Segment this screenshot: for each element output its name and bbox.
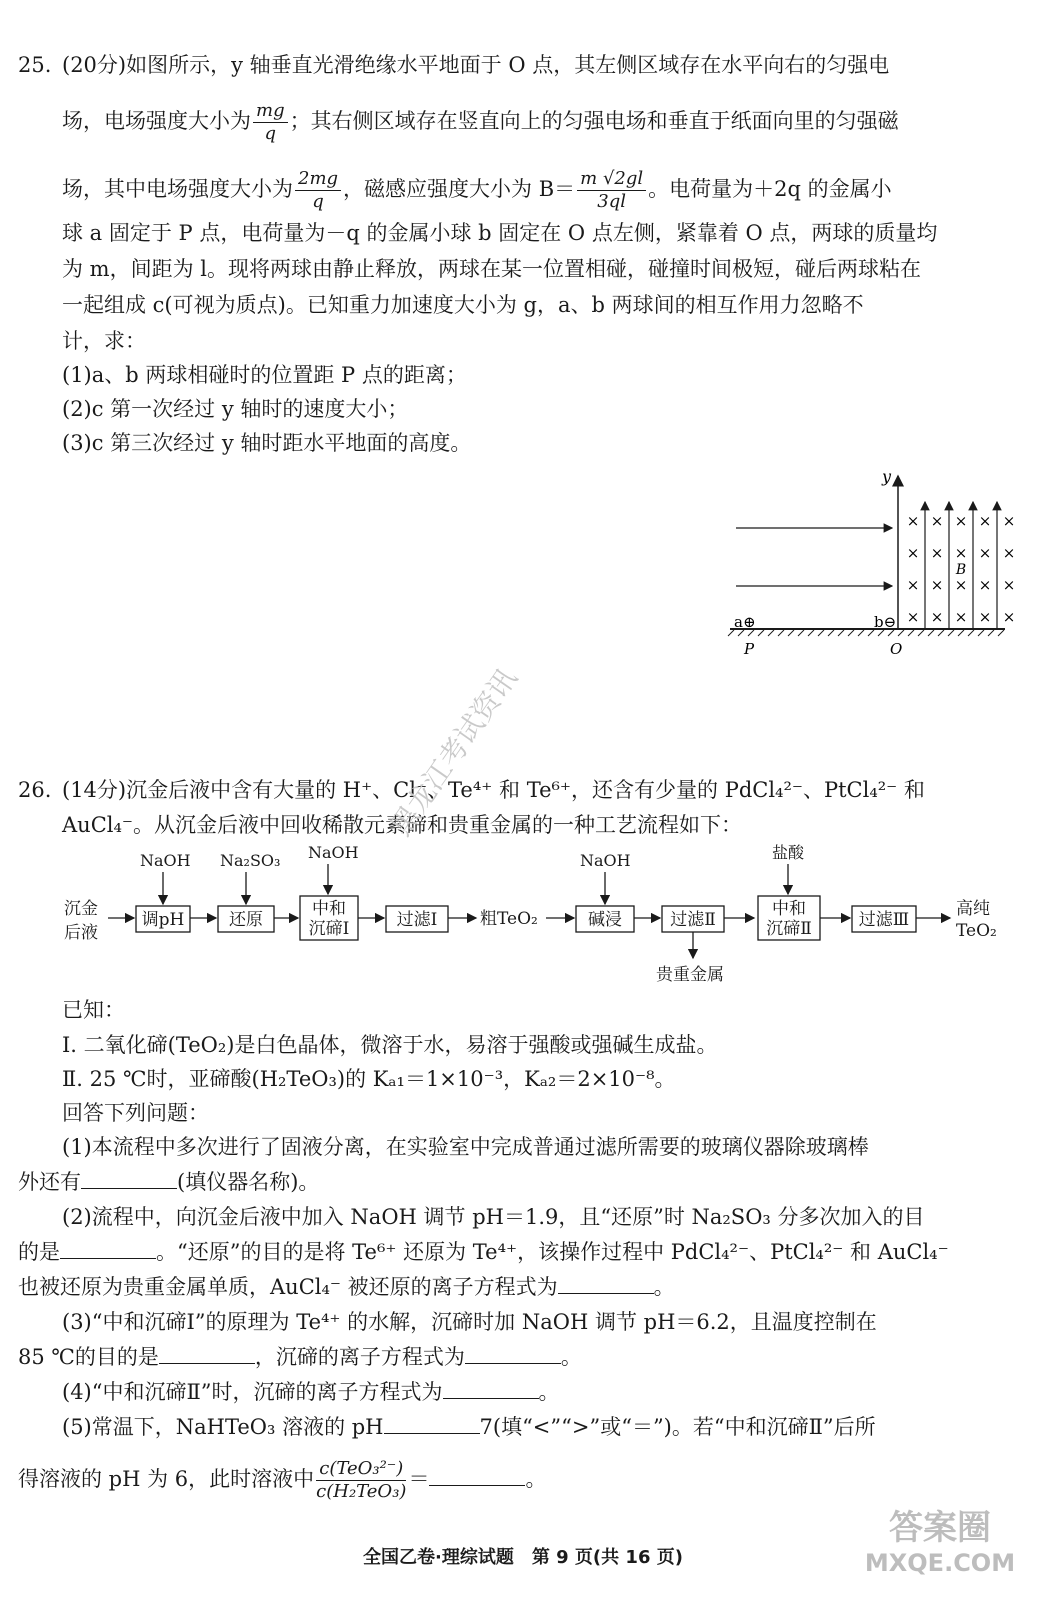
q26-part2-line2: 的是 。“还原”的目的是将 Te⁶⁺ 还原为 Te⁴⁺，该操作过程中 PdCl₄²⁻、PtCl₄²⁻ 和 AuCl₄⁻ — [18, 1240, 949, 1264]
reagent-naoh-2: NaOH — [308, 843, 359, 862]
answer-blank-5[interactable] — [465, 1343, 561, 1364]
flow-box7-line1: 中和 — [772, 899, 806, 919]
q26-known-2: Ⅱ. 25 ℃时，亚碲酸(H₂TeO₃)的 Kₐ₁＝1×10⁻³，Kₐ₂＝2×10⁻⁸。 — [62, 1067, 676, 1091]
flow-crude-teo2: 粗TeO₂ — [480, 909, 538, 929]
flow-precious-metals: 贵重金属 — [656, 965, 724, 985]
answer-blank-7[interactable] — [384, 1413, 480, 1434]
q26-part5-line1: (5)常温下，NaHTeO₃ 溶液的 pH 7(填“<”“>”或“＝”)。若“中和沉碲Ⅱ”后所 — [62, 1415, 876, 1439]
page-footer: 全国乙卷·理综试题 第 9 页(共 16 页) — [363, 1547, 683, 1568]
flow-box1-label: 调pH — [141, 910, 185, 930]
svg-text:×: × — [978, 608, 992, 626]
concentration-ratio: $\frac{\text{c(TeO₃²⁻)}}{\text{c(H₂TeO₃)}}$ — [316, 1458, 407, 1502]
q25-sub1: (1)a、b 两球相碰时的位置距 P 点的距离； — [62, 363, 467, 387]
svg-text:×: × — [906, 576, 920, 594]
q25-line4: 球 a 固定于 P 点，电荷量为－q 的金属小球 b 固定在 O 点左侧，紧靠着 O 点，两球的质量均 — [62, 221, 938, 245]
q25-line7: 计，求： — [62, 329, 146, 353]
point-p-label: P — [744, 640, 755, 658]
y-axis-label: y — [882, 467, 892, 486]
svg-text:×: × — [954, 512, 968, 530]
svg-text:×: × — [906, 512, 920, 530]
flow-end-2: TeO₂ — [956, 921, 997, 941]
svg-text:×: × — [930, 576, 944, 594]
q26-answer-heading: 回答下列问题： — [62, 1101, 209, 1125]
svg-text:×: × — [1002, 576, 1016, 594]
svg-text:×: × — [978, 544, 992, 562]
flow-box4-label: 过滤Ⅰ — [396, 910, 438, 930]
q25-line2-text-b: ；其右侧区域存在竖直向上的匀强电场和垂直于纸面向里的匀强磁 — [289, 109, 899, 133]
q25-figure — [720, 462, 1020, 662]
svg-text:×: × — [978, 512, 992, 530]
q25-line3-text-a: 场，其中电场强度大小为 — [62, 177, 293, 201]
svg-text:×: × — [930, 608, 944, 626]
flow-box6-label: 过滤Ⅱ — [670, 910, 716, 930]
q26-part2-line3: 也被还原为贵重金属单质，AuCl₄⁻ 被还原的离子方程式为 。 — [18, 1275, 675, 1299]
q25-line6: 一起组成 c(可视为质点)。已知重力加速度大小为 g，a、b 两球间的相互作用力忽略不 — [62, 293, 864, 317]
answer-blank-1[interactable] — [81, 1168, 177, 1189]
flow-start-1: 沉金 — [64, 899, 98, 919]
flow-box5-label: 碱浸 — [588, 910, 622, 930]
q26-part3-line1: (3)“中和沉碲Ⅰ”的原理为 Te⁴⁺ 的水解，沉碲时加 NaOH 调节 pH＝6.2，且温度控制在 — [62, 1310, 877, 1334]
q26-part5-line2: 得溶液的 pH 为 6，此时溶液中 $\frac{\text{c(TeO₃²⁻)}}{\text{c(H₂TeO₃)}}$ ＝ 。 — [18, 1458, 547, 1502]
q25-line3-text-b: ，磁感应强度大小为 B＝ — [343, 177, 576, 201]
answer-blank-6[interactable] — [443, 1378, 539, 1399]
q25-line1: (20分)如图所示，y 轴垂直光滑绝缘水平地面于 O 点，其左侧区域存在水平向右的匀强电 — [62, 53, 890, 77]
svg-text:×: × — [930, 544, 944, 562]
answer-blank-2[interactable] — [60, 1238, 156, 1259]
q26-line1: (14分)沉金后液中含有大量的 H⁺、Cl⁻、Te⁴⁺ 和 Te⁶⁺，还含有少量的 PdCl₄²⁻、PtCl₄²⁻ 和 — [62, 778, 925, 802]
q26-part1-line2: 外还有 (填仪器名称)。 — [18, 1170, 320, 1194]
b-field-label: B — [955, 562, 967, 578]
answer-blank-8[interactable] — [429, 1465, 525, 1486]
q26-part3-line2: 85 ℃的目的是 ，沉碲的离子方程式为 。 — [18, 1345, 582, 1369]
reagent-na2so3: Na₂SO₃ — [220, 851, 281, 870]
q26-known-1: Ⅰ. 二氧化碲(TeO₂)是白色晶体，微溶于水，易溶于强酸或强碱生成盐。 — [62, 1033, 718, 1057]
ground-hatch — [728, 630, 1004, 636]
q25-line5: 为 m，间距为 l。现将两球由静止释放，两球在某一位置相碰，碰撞时间极短，碰后两球粘在 — [62, 257, 921, 281]
point-o-label: O — [890, 640, 903, 658]
watermark-text: 黑龙江考试资讯 — [384, 662, 524, 842]
q25-line2 — [62, 100, 899, 145]
ball-b-label: b⊖ — [874, 613, 897, 631]
q25-number: 25. — [18, 53, 52, 77]
q26-part4: (4)“中和沉碲Ⅱ”时，沉碲的离子方程式为 。 — [62, 1380, 560, 1404]
flow-box3-line1: 中和 — [312, 899, 346, 919]
svg-text:×: × — [954, 608, 968, 626]
svg-text:×: × — [906, 608, 920, 626]
svg-text:×: × — [1002, 608, 1016, 626]
flow-box7-line2: 沉碲Ⅱ — [766, 919, 812, 939]
q26-number: 26. — [18, 778, 52, 802]
svg-text:×: × — [978, 576, 992, 594]
flow-end-1: 高纯 — [956, 899, 990, 919]
flow-box8-label: 过滤Ⅲ — [858, 910, 910, 930]
e2-fraction: $\frac{2mg}{q}$ — [295, 168, 341, 213]
reagent-hcl: 盐酸 — [772, 843, 805, 862]
svg-text:×: × — [954, 544, 968, 562]
q26-known-heading: 已知： — [62, 998, 125, 1022]
q26-part2-line1: (2)流程中，向沉金后液中加入 NaOH 调节 pH＝1.9，且“还原”时 Na₂SO₃ 分多次加入的目 — [62, 1205, 925, 1229]
svg-text:×: × — [1002, 512, 1016, 530]
q25-line2-text-a: 场，电场强度大小为 — [62, 109, 251, 133]
svg-text:×: × — [930, 512, 944, 530]
logo-top: 答案圈 — [889, 1508, 991, 1548]
q26-line2: AuCl₄⁻。从沉金后液中回收稀散元素碲和贵重金属的一种工艺流程如下： — [62, 813, 742, 837]
process-flowchart — [60, 842, 1020, 992]
svg-text:×: × — [906, 544, 920, 562]
flow-box2-label: 还原 — [229, 910, 263, 930]
q25-sub2: (2)c 第一次经过 y 轴时的速度大小； — [62, 397, 409, 421]
site-logo — [850, 1508, 1030, 1578]
flow-start-2: 后液 — [64, 923, 98, 943]
reagent-naoh-1: NaOH — [140, 851, 191, 870]
logo-bottom: MXQE.COM — [864, 1549, 1016, 1577]
q26-part1-line1: (1)本流程中多次进行了固液分离，在实验室中完成普通过滤所需要的玻璃仪器除玻璃棒 — [62, 1135, 869, 1159]
e1-fraction: $\frac{mg}{q}$ — [253, 100, 288, 145]
ball-a-label: a⊕ — [734, 613, 756, 631]
b-fraction: $\frac{m √2gl}{3ql}$ — [577, 168, 646, 213]
answer-blank-3[interactable] — [558, 1273, 654, 1294]
answer-blank-4[interactable] — [159, 1343, 255, 1364]
svg-text:×: × — [1002, 544, 1016, 562]
q25-line3 — [62, 168, 892, 213]
reagent-naoh-3: NaOH — [580, 851, 631, 870]
q25-line3-text-c: 。电荷量为＋2q 的金属小 — [648, 177, 892, 201]
svg-text:×: × — [954, 576, 968, 594]
q25-sub3: (3)c 第三次经过 y 轴时距水平地面的高度。 — [62, 431, 472, 455]
flow-box3-line2: 沉碲Ⅰ — [308, 919, 350, 939]
